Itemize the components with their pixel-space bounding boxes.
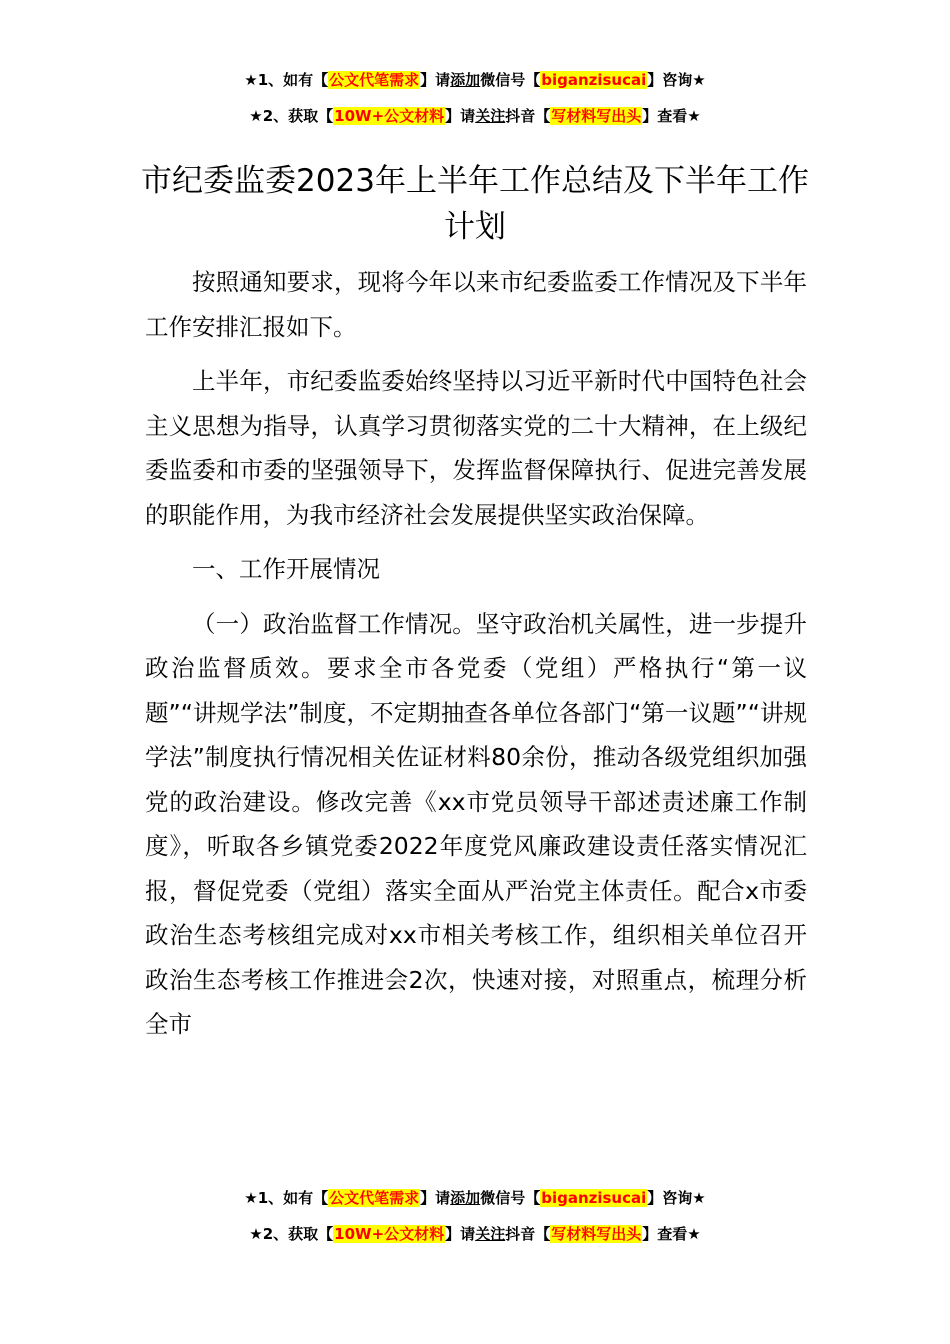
banner-text: 】咨询 <box>647 71 693 89</box>
banner-text: 】查看 <box>642 107 688 125</box>
star-icon: ★ <box>244 1189 258 1207</box>
star-icon: ★ <box>249 1225 263 1243</box>
banner-emphasis: 关注 <box>475 1225 506 1243</box>
star-icon: ★ <box>244 71 258 89</box>
banner-line-2 <box>0 98 950 134</box>
banner-highlight: 10W+公文材料 <box>334 107 445 125</box>
banner-highlight: 写材料写出头 <box>551 1225 642 1243</box>
banner-highlight: biganzisucai <box>541 1189 647 1207</box>
star-icon: ★ <box>692 1189 706 1207</box>
star-icon: ★ <box>249 107 263 125</box>
banner-emphasis: 添加 <box>450 71 481 89</box>
banner-emphasis: 关注 <box>475 107 506 125</box>
banner-text: 】咨询 <box>647 1189 693 1207</box>
banner-highlight: biganzisucai <box>541 71 647 89</box>
star-icon: ★ <box>692 71 706 89</box>
banner-highlight: 公文代笔需求 <box>329 71 420 89</box>
banner-text: 抖音【 <box>505 107 551 125</box>
banner-text: 】请 <box>420 71 451 89</box>
document-title: 市纪委监委2023年上半年工作总结及下半年工作计划 <box>141 163 809 245</box>
banner-text: 抖音【 <box>505 1225 551 1243</box>
section-heading: 一、工作开展情况 <box>192 555 380 583</box>
banner-text: 微信号【 <box>480 1189 541 1207</box>
banner-emphasis: 添加 <box>450 1189 481 1207</box>
top-banner <box>0 62 950 134</box>
paragraph-intro: 按照通知要求，现将今年以来市纪委监委工作情况及下半年工作安排汇报如下。 <box>145 268 807 341</box>
banner-text: 微信号【 <box>480 71 541 89</box>
paragraph-political-supervision: （一）政治监督工作情况。坚守政治机关属性，进一步提升政治监督质效。要求全市各党委（党组）严格执行“第一议题”“讲规学法”制度，不定期抽查各单位各部门“第一议题”“讲规学法”制度执行情况相关佐证材料80余份，推动各级党组织加强党的政治建设。修改完善《xx市党员领导干部述责述廉工作制度》，听取各乡镇党委2022年度党风廉政建设责任落实情况汇报，督促党委（党组）落实全面从严治党主体责任。配合x市委政治生态考核组完成对xx市相关考核工作，组织相关单位召开政治生态考核工作推进会2次，快速对接，对照重点，梳理分析全市 <box>145 609 807 1038</box>
banner-line-1 <box>0 1180 950 1216</box>
banner-text: 1、如有【 <box>257 1189 329 1207</box>
star-icon: ★ <box>687 107 701 125</box>
banner-text: 2、获取【 <box>262 107 334 125</box>
banner-text: 2、获取【 <box>262 1225 334 1243</box>
banner-text: 】请 <box>420 1189 451 1207</box>
banner-text: 】请 <box>445 1225 476 1243</box>
banner-highlight: 10W+公文材料 <box>334 1225 445 1243</box>
banner-text: 】请 <box>445 107 476 125</box>
document-body <box>145 260 807 1057</box>
star-icon: ★ <box>687 1225 701 1243</box>
banner-highlight: 公文代笔需求 <box>329 1189 420 1207</box>
bottom-banner <box>0 1180 950 1252</box>
banner-text: 1、如有【 <box>257 71 329 89</box>
banner-highlight: 写材料写出头 <box>551 107 642 125</box>
banner-text: 】查看 <box>642 1225 688 1243</box>
banner-line-2 <box>0 1216 950 1252</box>
banner-line-1 <box>0 62 950 98</box>
paragraph-summary: 上半年，市纪委监委始终坚持以习近平新时代中国特色社会主义思想为指导，认真学习贯彻落实党的二十大精神，在上级纪委监委和市委的坚强领导下，发挥监督保障执行、促进完善发展的职能作用，为我市经济社会发展提供坚实政治保障。 <box>145 367 807 529</box>
